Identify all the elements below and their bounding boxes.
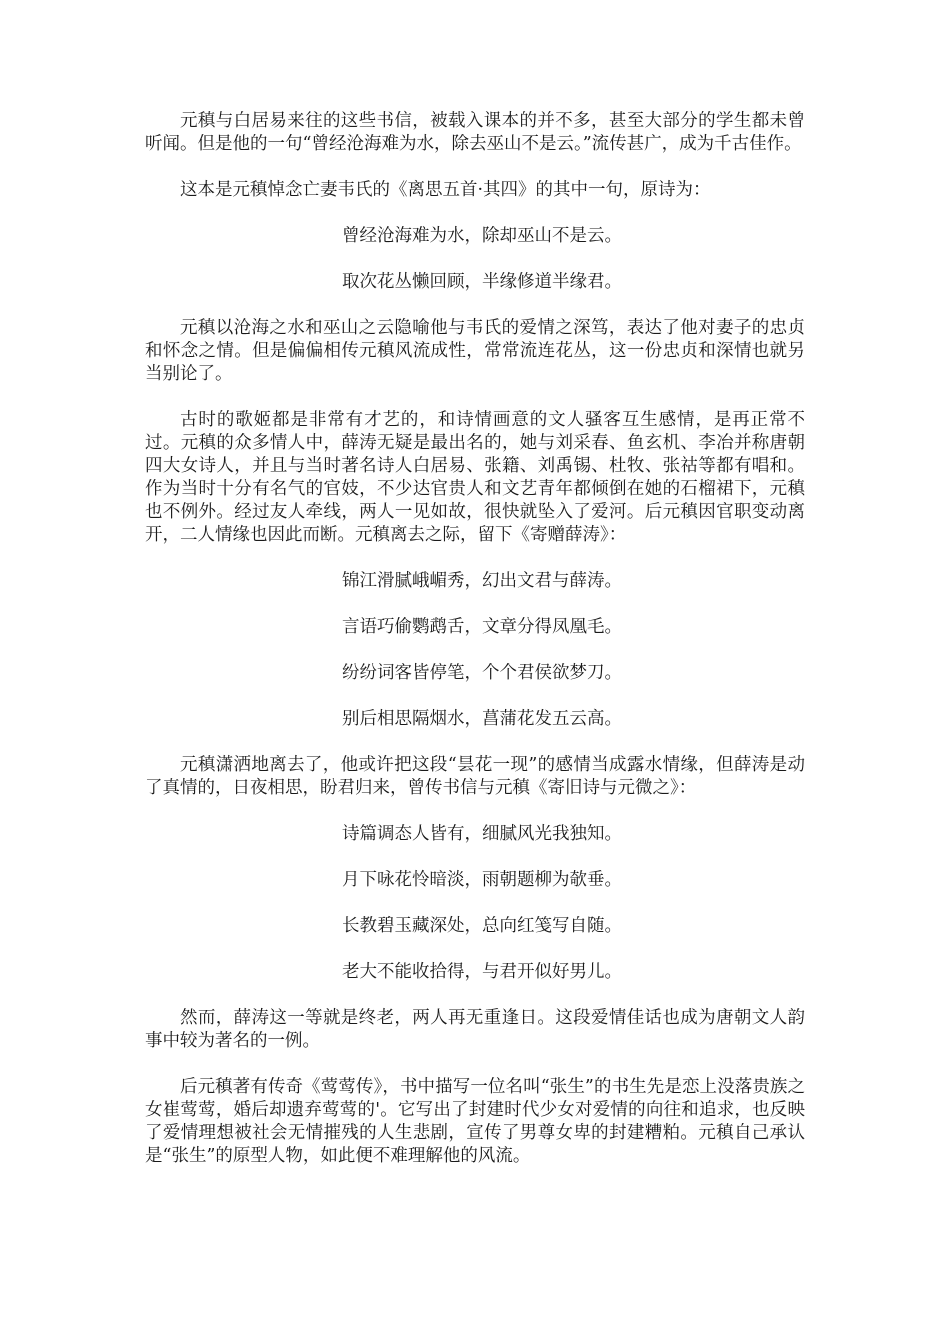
paragraph-departure: 元稹潇洒地离去了，他或许把这段“昙花一现”的感情当成露水情缘，但薛涛是动了真情的，日夜相思，盼君归来，曾传书信与元稹《寄旧诗与元微之》： xyxy=(145,755,805,798)
poem-line: 纷纷词客皆停笔，个个君侯欲梦刀。 xyxy=(342,663,622,683)
poem-jijiushi xyxy=(145,823,805,984)
poem-line: 取次花丛懒回顾，半缘修道半缘君。 xyxy=(342,272,622,292)
poem-line: 曾经沧海难为水，除却巫山不是云。 xyxy=(342,226,622,246)
paragraph-yingyingzhuan: 后元稹著有传奇《莺莺传》，书中描写一位名叫“张生”的书生先是恋上没落贵族之女崔莺莺，婚后却遗弃莺莺的'。它写出了封建时代少女对爱情的向往和追求，也反映了爱情理想被社会无情摧残的人生悲剧，宣传了男尊女卑的封建糟粕。元稹自己承认是“张生”的原型人物，如此便不难理解他的风流。 xyxy=(145,1077,805,1166)
poem-line: 锦江滑腻峨嵋秀，幻出文君与薛涛。 xyxy=(342,571,622,591)
poem-line: 老大不能收拾得，与君开似好男儿。 xyxy=(342,962,622,982)
document-body xyxy=(145,110,805,1191)
poem-line: 长教碧玉藏深处，总向红笺写自随。 xyxy=(342,916,622,936)
poem-line: 月下咏花怜暗淡，雨朝题柳为欹垂。 xyxy=(342,870,622,890)
paragraph-lisi-analysis: 元稹以沧海之水和巫山之云隐喻他与韦氏的爱情之深笃，表达了他对妻子的忠贞和怀念之情。但是偏偏相传元稹风流成性，常常流连花丛，这一份忠贞和深情也就另当别论了。 xyxy=(145,318,805,384)
poem-jizeng-xuetao xyxy=(145,570,805,731)
poem-line: 诗篇调态人皆有，细腻风光我独知。 xyxy=(342,824,622,844)
paragraph-xuetao: 古时的歌姬都是非常有才艺的，和诗情画意的文人骚客互生感情，是再正常不过。元稹的众多情人中，薛涛无疑是最出名的，她与刘采春、鱼玄机、李冶并称唐朝四大女诗人，并且与当时著名诗人白居易、张籍、刘禹锡、杜牧、张祜等都有唱和。作为当时十分有名气的官妓，不少达官贵人和文艺青年都倾倒在她的石榴裙下，元稹也不例外。经过友人牵线，两人一见如故，很快就坠入了爱河。后元稹因官职变动离开，二人情缘也因此而断。元稹离去之际，留下《寄赠薛涛》： xyxy=(145,410,805,545)
paragraph-ending: 然而，薛涛这一等就是终老，两人再无重逢日。这段爱情佳话也成为唐朝文人韵事中较为著名的一例。 xyxy=(145,1008,805,1051)
paragraph-lisi-intro: 这本是元稹悼念亡妻韦氏的《离思五首·其四》的其中一句，原诗为： xyxy=(180,180,711,200)
paragraph-intro: 元稹与白居易来往的这些书信，被载入课本的并不多，甚至大部分的学生都未曾听闻。但是他的一句“曾经沧海难为水，除去巫山不是云。”流传甚广，成为千古佳作。 xyxy=(145,111,805,154)
poem-lisi xyxy=(145,225,805,294)
poem-line: 别后相思隔烟水，菖蒲花发五云高。 xyxy=(342,709,622,729)
poem-line: 言语巧偷鹦鹉舌，文章分得凤凰毛。 xyxy=(342,617,622,637)
